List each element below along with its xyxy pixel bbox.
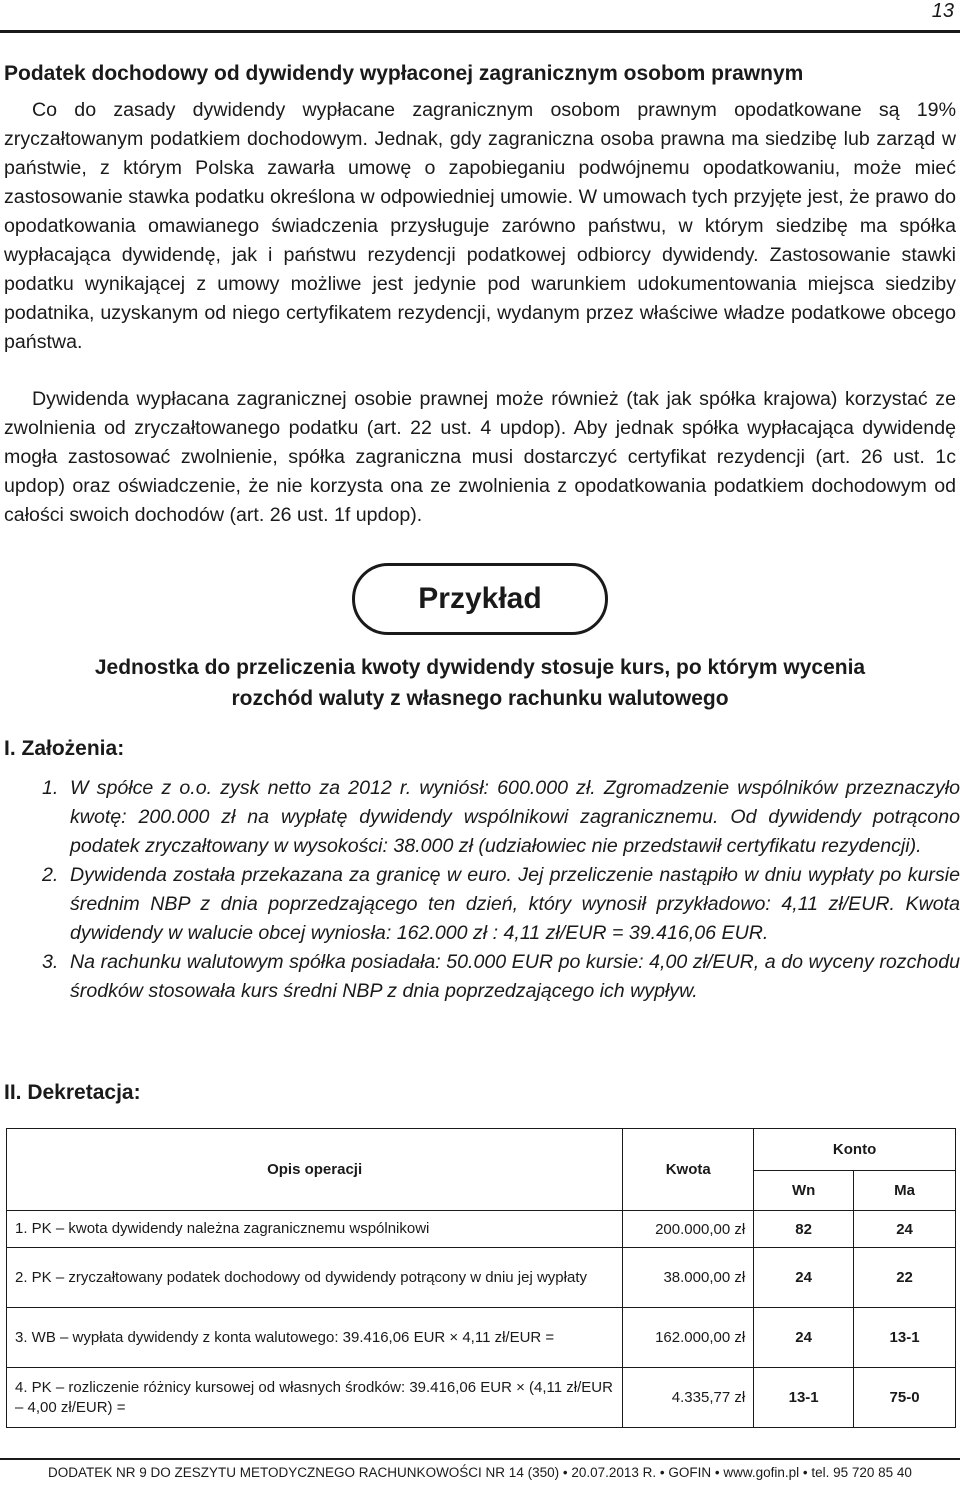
row-credit: 13-1	[854, 1308, 956, 1368]
assumption-item	[42, 948, 960, 1006]
table-row	[7, 1248, 956, 1308]
example-title-line-2: rozchód waluty z własnego rachunku walutowego	[231, 687, 729, 710]
page-number: 13	[931, 0, 954, 22]
row-amount: 200.000,00 zł	[623, 1211, 754, 1248]
row-debit: 82	[754, 1211, 854, 1248]
row-debit: 24	[754, 1248, 854, 1308]
paragraph-1-block	[4, 96, 956, 357]
entries-table	[6, 1128, 956, 1428]
row-description: 4. PK – rozliczenie różnicy kursowej od własnych środków: 39.416,06 EUR × (4,11 zł/EUR – 4,00 zł/EUR) =	[7, 1368, 623, 1428]
assumptions-heading: I. Założenia:	[4, 737, 125, 760]
assumption-item	[42, 774, 960, 861]
row-amount: 162.000,00 zł	[623, 1308, 754, 1368]
row-debit: 24	[754, 1308, 854, 1368]
table-row	[7, 1368, 956, 1428]
assumption-text: Na rachunku walutowym spółka posiadała: 50.000 EUR po kursie: 4,00 zł/EUR, a do wyceny rozchodu środków stosowała kurs średni NBP z dnia poprzedzającego ich wypływ.	[70, 951, 960, 1002]
top-rule	[0, 30, 960, 33]
column-header-amount: Kwota	[623, 1129, 754, 1211]
row-description: 2. PK – zryczałtowany podatek dochodowy od dywidendy potrącony w dniu jej wypłaty	[7, 1248, 623, 1308]
row-credit: 75-0	[854, 1368, 956, 1428]
example-title	[0, 652, 960, 714]
row-debit: 13-1	[754, 1368, 854, 1428]
row-credit: 24	[854, 1211, 956, 1248]
column-header-account: Konto	[754, 1129, 956, 1171]
table-row	[7, 1211, 956, 1248]
example-title-line-1: Jednostka do przeliczenia kwoty dywidendy stosuje kurs, po którym wycenia	[94, 656, 866, 679]
assumptions-list	[42, 774, 960, 1006]
paragraph: Dywidenda wypłacana zagranicznej osobie prawnej może również (tak jak spółka krajowa) korzystać ze zwolnienia od zryczałtowanego podatku (art. 22 ust. 4 updop). Aby jednak spółka wypłacająca dywidendę mogła zastosować zwolnienie, spółka zagraniczna musi dostarczyć certyfikat rezydencji (art. 26 ust. 1c updop) oraz oświadczenie, że nie korzysta ona ze zwolnienia z opodatkowania podatkiem dochodowym od całości swoich dochodów (art. 26 ust. 1f updop).	[4, 388, 956, 526]
assumption-text: W spółce z o.o. zysk netto za 2012 r. wyniósł: 600.000 zł. Zgromadzenie wspólników przeznaczyło kwotę: 200.000 zł na wypłatę dywidendy wspólnikowi zagranicznemu. Od dywidendy potrącono podatek zryczałtowany w wysokości: 38.000 zł (udziałowiec nie przedstawił certyfikatu rezydencji).	[70, 777, 960, 857]
assumption-number: 3.	[42, 951, 59, 973]
paragraph: Co do zasady dywidendy wypłacane zagranicznym osobom prawnym opodatkowane są 19% zryczałtowanym podatkiem dochodowym. Jednak, gdy zagraniczna osoba prawna ma siedzibę lub zarząd w państwie, z którym Polska zawarła umowę o zapobieganiu podwójnemu opodatkowaniu, może mieć zastosowanie stawka podatku określona w odpowiedniej umowie. W umowach tych przyjęte jest, że prawo do opodatkowania omawianego świadczenia przysługuje zarówno państwu, w którym siedzibę ma spółka wypłacająca dywidendę, jak i państwu rezydencji podatkowej odbiorcy dywidendy. Zastosowanie stawki podatku wynikającej z umowy możliwe jest jedynie pod warunkiem udokumentowania miejsca siedziby podatnika, uzyskanym od niego certyfikatem rezydencji, wydanym przez właściwe władze podatkowe obcego państwa.	[4, 99, 956, 353]
example-label-box	[352, 563, 608, 635]
example-label: Przykład	[418, 582, 542, 615]
column-header-credit: Ma	[854, 1171, 956, 1211]
assumption-item	[42, 861, 960, 948]
row-credit: 22	[854, 1248, 956, 1308]
row-description: 3. WB – wypłata dywidendy z konta walutowego: 39.416,06 EUR × 4,11 zł/EUR =	[7, 1308, 623, 1368]
column-header-debit: Wn	[754, 1171, 854, 1211]
column-header-description: Opis operacji	[7, 1129, 623, 1211]
row-amount: 38.000,00 zł	[623, 1248, 754, 1308]
paragraph-2-block	[4, 385, 956, 530]
row-amount: 4.335,77 zł	[623, 1368, 754, 1428]
footer: DODATEK NR 9 DO ZESZYTU METODYCZNEGO RACHUNKOWOŚCI NR 14 (350) • 20.07.2013 R. • GOFIN • www.gofin.pl • tel. 95 720 85 40	[0, 1458, 960, 1485]
table-row	[7, 1308, 956, 1368]
entries-heading: II. Dekretacja:	[4, 1081, 141, 1104]
row-description: 1. PK – kwota dywidendy należna zagranicznemu wspólnikowi	[7, 1211, 623, 1248]
assumption-number: 1.	[42, 777, 59, 799]
assumption-number: 2.	[42, 864, 59, 886]
assumption-text: Dywidenda została przekazana za granicę w euro. Jej przeliczenie nastąpiło w dniu wypłaty po kursie średnim NBP z dnia poprzedzającego ten dzień, który wynosił przykładowo: 4,11 zł/EUR. Kwota dywidendy w walucie obcej wyniosła: 162.000 zł : 4,11 zł/EUR = 39.416,06 EUR.	[70, 864, 960, 944]
section-heading: Podatek dochodowy od dywidendy wypłaconej zagranicznym osobom prawnym	[4, 62, 804, 85]
